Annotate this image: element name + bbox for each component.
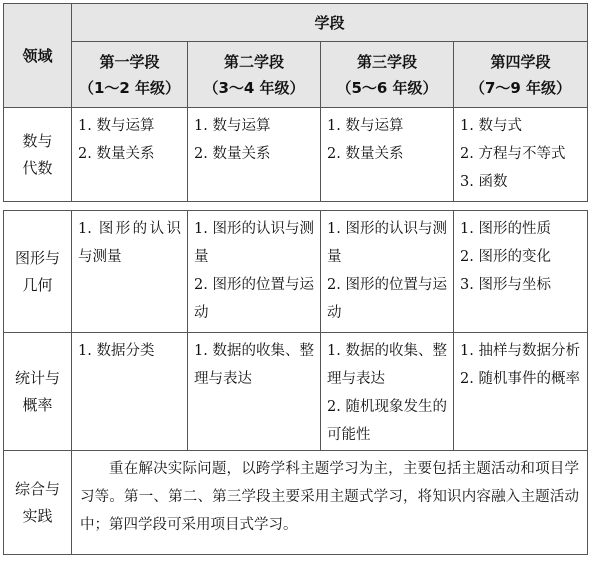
content-cell xyxy=(321,211,454,333)
content-cell xyxy=(72,211,188,333)
stage-grades: （5～6 年级） xyxy=(336,78,438,97)
content-item: 1. 数据分类 xyxy=(78,343,155,359)
content-item: 2. 图形的位置与运动 xyxy=(327,277,447,321)
content-item: 1. 数与式 xyxy=(460,118,522,134)
stage-grades: （3～4 年级） xyxy=(203,78,305,97)
practice-description: 重在解决实际问题，以跨学科主题学习为主，主要包括主题活动和项目学习等。第一、第二、第三学段主要采用主题式学习，将知识内容融入主题活动中；第四学段可采用项目式学习。 xyxy=(72,451,588,555)
content-cell xyxy=(72,333,188,451)
stage-grades: （7～9 年级） xyxy=(469,78,572,97)
content-cell xyxy=(188,108,321,202)
content-item: 2. 数量关系 xyxy=(327,146,404,162)
content-cell xyxy=(188,211,321,333)
domain-label-line: 概率 xyxy=(22,395,53,414)
content-item: 1. 数与运算 xyxy=(327,118,404,134)
content-item: 2. 数量关系 xyxy=(78,146,155,162)
stage-2-header xyxy=(188,42,321,108)
stage-1-header xyxy=(72,42,188,108)
table-row-geometry xyxy=(4,211,588,333)
stage-name: 第二学段 xyxy=(223,52,284,71)
domain-cell xyxy=(4,211,72,333)
stage-name: 第四学段 xyxy=(490,52,551,71)
content-item: 1. 图形的认识与测量 xyxy=(327,221,447,265)
domain-label-line: 图形与 xyxy=(14,248,60,267)
stage-4-header xyxy=(454,42,588,108)
content-cell xyxy=(321,108,454,202)
domain-label-line: 实践 xyxy=(22,506,53,525)
table-row-number-algebra xyxy=(4,108,588,202)
content-cell xyxy=(454,211,588,333)
content-item: 2. 数量关系 xyxy=(194,146,271,162)
content-item: 2. 图形的位置与运动 xyxy=(194,277,314,321)
domain-cell xyxy=(4,108,72,202)
domain-cell xyxy=(4,451,72,555)
content-item: 3. 图形与坐标 xyxy=(460,277,551,293)
stage-3-header xyxy=(321,42,454,108)
domain-label-line: 综合与 xyxy=(14,479,60,498)
content-item: 2. 图形的变化 xyxy=(460,249,551,265)
domain-label-line: 代数 xyxy=(22,158,53,177)
curriculum-table-part-2 xyxy=(3,210,588,555)
content-item: 1. 图形的性质 xyxy=(460,221,551,237)
content-cell xyxy=(454,333,588,451)
content-item: 2. 随机事件的概率 xyxy=(460,371,580,387)
stage-name: 第一学段 xyxy=(99,52,160,71)
content-cell xyxy=(72,108,188,202)
domain-label-line: 统计与 xyxy=(14,368,60,387)
content-item: 1. 数据的收集、整理与表达 xyxy=(327,343,447,387)
content-cell xyxy=(454,108,588,202)
content-item: 1. 图形的认识与测量 xyxy=(194,221,314,265)
content-cell xyxy=(188,333,321,451)
stage-name: 第三学段 xyxy=(356,52,417,71)
stage-header: 学段 xyxy=(72,4,588,42)
domain-label-line: 几何 xyxy=(22,275,53,294)
content-item: 1. 数与运算 xyxy=(194,118,271,134)
content-item: 2. 随机现象发生的可能性 xyxy=(327,399,447,443)
content-item: 1. 数据的收集、整理与表达 xyxy=(194,343,314,387)
content-item: 1. 图形的认识与测量 xyxy=(78,221,181,265)
domain-header: 领域 xyxy=(4,4,72,108)
content-item: 3. 函数 xyxy=(460,174,508,190)
domain-cell xyxy=(4,333,72,451)
table-row-practice xyxy=(4,451,588,555)
stage-grades: （1～2 年级） xyxy=(78,78,181,97)
content-item: 2. 方程与不等式 xyxy=(460,146,566,162)
content-item: 1. 数与运算 xyxy=(78,118,155,134)
table-row-statistics xyxy=(4,333,588,451)
content-item: 1. 抽样与数据分析 xyxy=(460,343,580,359)
content-cell xyxy=(321,333,454,451)
curriculum-table-part-1 xyxy=(3,3,588,202)
domain-label-line: 数与 xyxy=(22,131,53,150)
